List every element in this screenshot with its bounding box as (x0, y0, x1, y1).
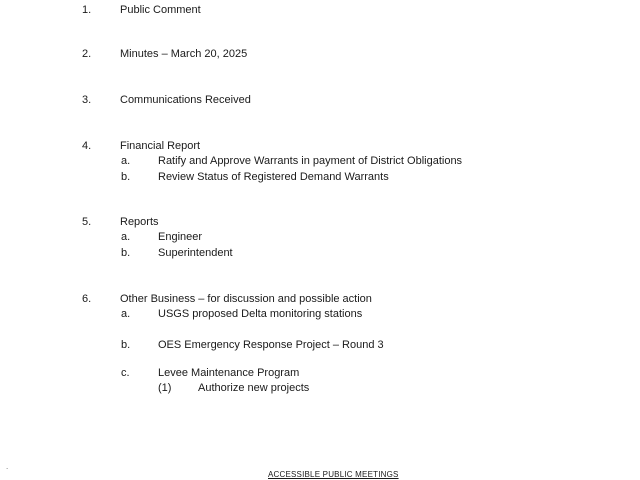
subitem-letter: a. (121, 231, 131, 243)
subitem-letter: c. (121, 367, 130, 379)
subsubitem-text: Authorize new projects (198, 382, 310, 394)
item-title: Public Comment (120, 4, 201, 16)
item-title: Other Business – for discussion and possible action (120, 293, 372, 305)
item-title: Reports (120, 216, 159, 228)
subitem-text: Superintendent (158, 247, 233, 259)
subitem-text: Review Status of Registered Demand Warrants (158, 171, 389, 183)
item-number: 4. (82, 140, 92, 152)
item-title: Financial Report (120, 140, 201, 152)
footer-heading: ACCESSIBLE PUBLIC MEETINGS (268, 470, 399, 479)
subsubitem-number: (1) (158, 382, 172, 394)
subitem-letter: b. (121, 339, 131, 351)
item-number: 5. (82, 216, 92, 228)
item-title: Minutes – March 20, 2025 (120, 48, 248, 60)
subitem-text: Engineer (158, 231, 203, 243)
subitem-letter: a. (121, 308, 131, 320)
subitem-letter: b. (121, 247, 131, 259)
item-number: 6. (82, 293, 92, 305)
item-title: Communications Received (120, 94, 251, 106)
item-number: 2. (82, 48, 92, 60)
subitem-letter: b. (121, 171, 131, 183)
item-number: 3. (82, 94, 92, 106)
item-number: 1. (82, 4, 92, 16)
subitem-letter: a. (121, 155, 131, 167)
margin-mark: . (6, 462, 9, 471)
subitem-text: Levee Maintenance Program (158, 367, 300, 379)
subitem-text: Ratify and Approve Warrants in payment of District Obligations (158, 155, 463, 167)
subitem-text: OES Emergency Response Project – Round 3 (158, 339, 384, 351)
subitem-text: USGS proposed Delta monitoring stations (158, 308, 363, 320)
